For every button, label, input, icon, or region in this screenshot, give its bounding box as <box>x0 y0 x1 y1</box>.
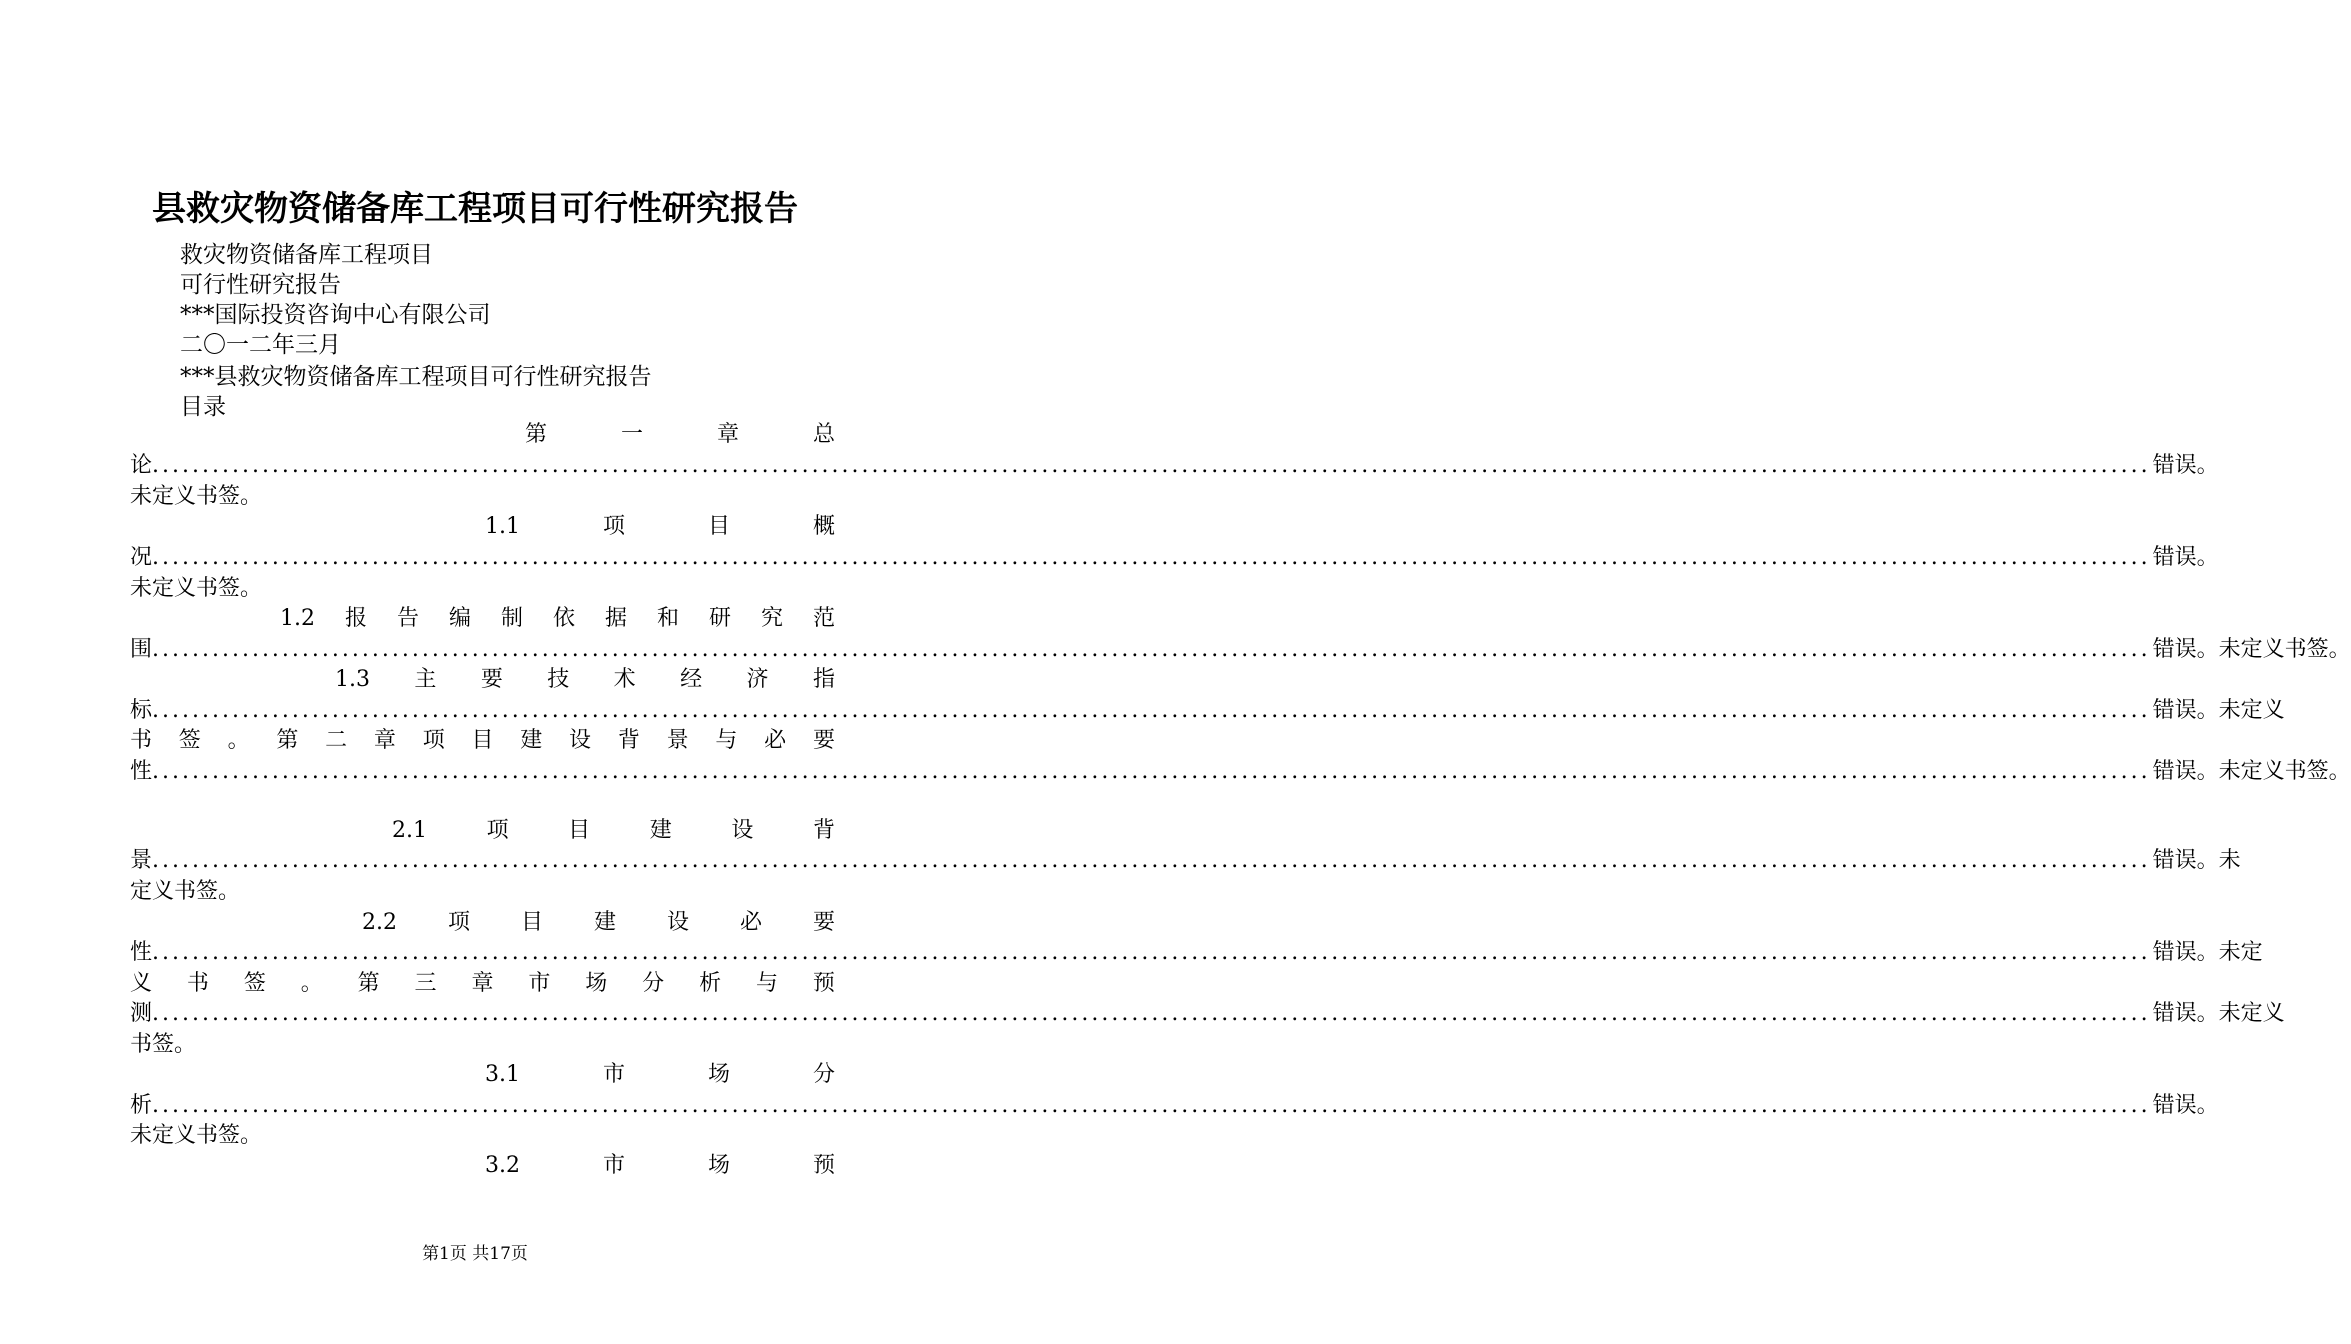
page-footer: 第1页 共17页 <box>422 1244 528 1264</box>
toc-line <box>525 420 835 450</box>
toc-line <box>362 908 835 938</box>
toc-entry-lead: 性 <box>130 759 153 784</box>
toc-word: 预 <box>812 971 835 996</box>
toc-word: 项 <box>422 728 445 753</box>
toc-word: 三 <box>414 971 437 996</box>
toc-word: 景 <box>666 728 689 753</box>
toc-word: 一 <box>620 422 643 447</box>
toc-leader-dots: ........................................................................................................................................................................................................ <box>152 1093 2151 1118</box>
toc-entry-lead: 析 <box>130 1093 153 1118</box>
toc-word: 建 <box>520 728 543 753</box>
toc-word: 要 <box>812 910 835 935</box>
front-matter-line: 目录 <box>180 394 226 420</box>
toc-word: 经 <box>680 667 703 692</box>
toc-word: 研 <box>708 606 731 631</box>
toc-word: 要 <box>480 667 503 692</box>
toc-line <box>130 1091 2219 1121</box>
toc-leader-dots: ........................................................................................................................................................................................................ <box>152 698 2151 723</box>
toc-word: 总 <box>812 422 835 447</box>
toc-word: 项 <box>602 514 625 539</box>
toc-word: 义 <box>130 971 153 996</box>
toc-word: 背 <box>617 728 640 753</box>
toc-entry-page: 错误。未定 <box>2152 940 2263 965</box>
toc-word: 技 <box>547 667 570 692</box>
toc-word: 建 <box>593 910 616 935</box>
toc-word: 和 <box>656 606 679 631</box>
toc-word: 签 <box>243 971 266 996</box>
toc-word: 市 <box>602 1062 625 1087</box>
toc-line <box>130 938 2263 968</box>
toc-word: 二 <box>325 728 348 753</box>
toc-word: 建 <box>649 818 672 843</box>
front-matter-line: ***县救灾物资储备库工程项目可行性研究报告 <box>180 364 652 390</box>
toc-word: 目 <box>568 818 591 843</box>
toc-word: 3.2 <box>485 1153 520 1178</box>
toc-entry-page: 错误。未定义书签。 <box>2152 637 2351 662</box>
toc-word: 概 <box>812 514 835 539</box>
toc-line <box>130 969 835 999</box>
toc-word: 据 <box>604 606 627 631</box>
toc-word: 目 <box>471 728 494 753</box>
toc-line <box>392 816 835 846</box>
toc-line <box>485 1151 835 1181</box>
toc-line <box>130 846 2241 876</box>
toc-word: 设 <box>666 910 689 935</box>
toc-word: 签 <box>178 728 201 753</box>
toc-word: 1.3 <box>335 667 370 692</box>
toc-word: 告 <box>396 606 419 631</box>
toc-entry-lead: 况 <box>130 545 153 570</box>
toc-leader-dots: ........................................................................................................................................................................................................ <box>152 848 2151 873</box>
toc-leader-dots: ........................................................................................................................................................................................................ <box>152 940 2151 965</box>
toc-word: 预 <box>812 1153 835 1178</box>
toc-word: 场 <box>707 1062 730 1087</box>
toc-word: 设 <box>731 818 754 843</box>
front-matter-line: 二〇一二年三月 <box>180 332 341 358</box>
toc-word: 章 <box>373 728 396 753</box>
toc-word: 章 <box>716 422 739 447</box>
toc-word: 分 <box>642 971 665 996</box>
toc-word: 报 <box>344 606 367 631</box>
toc-entry-lead: 论 <box>130 453 153 478</box>
toc-word: 1.2 <box>280 606 315 631</box>
toc-word: 目 <box>520 910 543 935</box>
front-matter-line: 可行性研究报告 <box>180 272 341 298</box>
toc-word: 与 <box>715 728 738 753</box>
toc-entry-page: 错误。 <box>2152 1093 2219 1118</box>
toc-line <box>280 604 835 634</box>
toc-word: 究 <box>760 606 783 631</box>
toc-word: 依 <box>552 606 575 631</box>
toc-word: 场 <box>585 971 608 996</box>
toc-entry-page: 错误。 <box>2152 545 2219 570</box>
toc-word: 。 <box>227 728 250 753</box>
toc-word: 设 <box>569 728 592 753</box>
toc-word: 场 <box>707 1153 730 1178</box>
toc-word: 书 <box>186 971 209 996</box>
front-matter-line: 救灾物资储备库工程项目 <box>180 242 433 268</box>
toc-word: 要 <box>812 728 835 753</box>
toc-entry-page: 错误。未定义 <box>2152 698 2285 723</box>
toc-leader-dots: ........................................................................................................................................................................................................ <box>152 759 2151 784</box>
toc-word: 3.1 <box>485 1062 520 1087</box>
toc-word: 第 <box>276 728 299 753</box>
toc-line: 定义书签。 <box>130 879 241 904</box>
toc-word: 济 <box>746 667 769 692</box>
toc-word: 必 <box>739 910 762 935</box>
toc-line <box>130 726 835 756</box>
toc-word: 主 <box>414 667 437 692</box>
toc-line <box>130 696 2285 726</box>
toc-line <box>130 757 2351 787</box>
toc-entry-lead: 景 <box>130 848 153 873</box>
front-matter-line: ***国际投资咨询中心有限公司 <box>180 302 491 328</box>
toc-word: 背 <box>812 818 835 843</box>
toc-line: 书签。 <box>130 1032 197 1057</box>
toc-entry-page: 错误。 <box>2152 453 2219 478</box>
toc-word: 编 <box>448 606 471 631</box>
toc-word: 目 <box>707 514 730 539</box>
toc-word: 术 <box>613 667 636 692</box>
toc-line <box>130 543 2219 573</box>
toc-word: 1.1 <box>485 514 520 539</box>
toc-line <box>130 635 2351 665</box>
toc-leader-dots: ........................................................................................................................................................................................................ <box>152 1001 2151 1026</box>
toc-word: 市 <box>602 1153 625 1178</box>
toc-word: 章 <box>471 971 494 996</box>
toc-word: 分 <box>812 1062 835 1087</box>
toc-word: 范 <box>812 606 835 631</box>
toc-word: 。 <box>300 971 323 996</box>
toc-line <box>130 451 2219 481</box>
toc-entry-page: 错误。未定义 <box>2152 1001 2285 1026</box>
toc-word: 项 <box>447 910 470 935</box>
toc-word: 市 <box>528 971 551 996</box>
toc-word: 书 <box>130 728 153 753</box>
toc-entry-lead: 标 <box>130 698 153 723</box>
toc-line: 未定义书签。 <box>130 484 263 509</box>
toc-line: 未定义书签。 <box>130 1123 263 1148</box>
toc-word: 项 <box>486 818 509 843</box>
toc-line <box>335 665 835 695</box>
toc-line <box>485 512 835 542</box>
toc-line <box>485 1060 835 1090</box>
toc-entry-lead: 围 <box>130 637 153 662</box>
toc-word: 2.1 <box>392 818 427 843</box>
toc-leader-dots: ........................................................................................................................................................................................................ <box>152 545 2151 570</box>
toc-entry-page: 错误。未 <box>2152 848 2241 873</box>
toc-line <box>130 999 2285 1029</box>
toc-word: 2.2 <box>362 910 397 935</box>
toc-entry-lead: 测 <box>130 1001 153 1026</box>
toc-word: 与 <box>755 971 778 996</box>
toc-word: 制 <box>500 606 523 631</box>
toc-leader-dots: ........................................................................................................................................................................................................ <box>152 453 2151 478</box>
document-title: 县救灾物资储备库工程项目可行性研究报告 <box>152 189 798 229</box>
toc-word: 必 <box>764 728 787 753</box>
toc-word: 指 <box>812 667 835 692</box>
toc-line: 未定义书签。 <box>130 576 263 601</box>
toc-word: 第 <box>525 422 548 447</box>
toc-leader-dots: ........................................................................................................................................................................................................ <box>152 637 2151 662</box>
toc-word: 第 <box>357 971 380 996</box>
toc-entry-page: 错误。未定义书签。 <box>2152 759 2351 784</box>
toc-entry-lead: 性 <box>130 940 153 965</box>
toc-word: 析 <box>699 971 722 996</box>
